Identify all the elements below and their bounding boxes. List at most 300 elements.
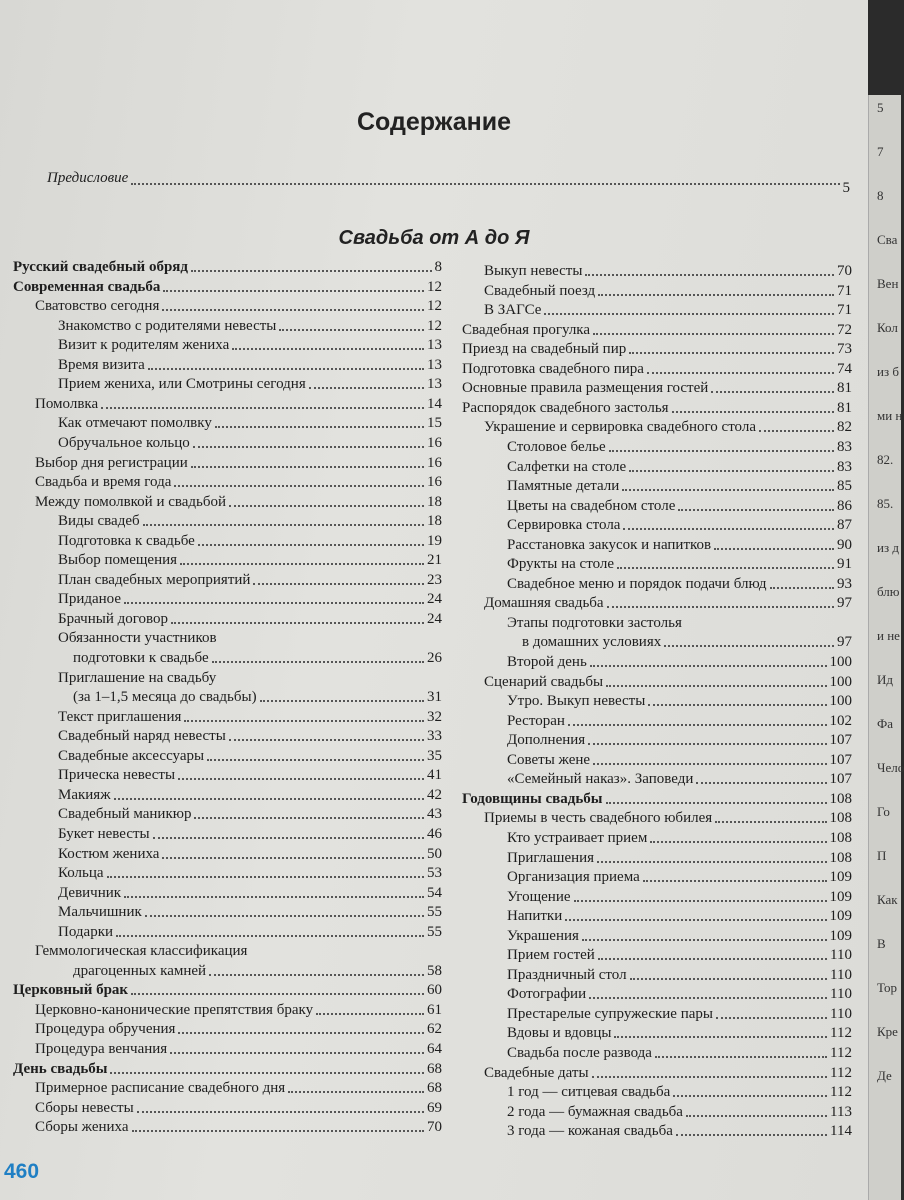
toc-entry[interactable]: [58, 863, 442, 882]
toc-entry[interactable]: [522, 632, 852, 651]
leader-dots: [568, 723, 827, 726]
leader-dots: [178, 1031, 424, 1034]
toc-entry-text: 2 года — бумажная свадьба: [507, 1103, 683, 1120]
toc-entry-page: 19: [427, 532, 442, 549]
toc-entry[interactable]: [507, 945, 852, 964]
leader-dots: [209, 973, 424, 976]
toc-entry-text: Виды свадеб: [58, 513, 140, 530]
toc-entry[interactable]: [507, 574, 852, 593]
toc-entry-page: 33: [427, 728, 442, 745]
leader-dots: [220, 642, 439, 643]
toc-entry[interactable]: [58, 550, 442, 569]
toc-entry[interactable]: [507, 1004, 852, 1023]
leader-dots: [607, 605, 834, 608]
leader-dots: [162, 308, 424, 311]
facing-page-fragment: блю: [877, 584, 900, 599]
leader-dots: [137, 1110, 424, 1113]
toc-entry[interactable]: [507, 848, 852, 867]
toc-entry-text: Прическа невесты: [58, 767, 176, 784]
toc-entry[interactable]: [58, 804, 442, 823]
toc-entry-page: 5: [842, 180, 850, 196]
leader-dots: [178, 777, 424, 780]
toc-entry-page: 110: [830, 986, 852, 1003]
toc-entry-text: Обручальное кольцо: [58, 434, 190, 451]
facing-page-fragment: 7: [877, 144, 884, 159]
leader-dots: [678, 508, 834, 511]
toc-entry-text: Костюм жениха: [58, 845, 160, 862]
toc-entry-page: 68: [427, 1060, 442, 1077]
leader-dots: [696, 781, 826, 784]
toc-entry[interactable]: [507, 965, 852, 984]
toc-entry-page: 21: [427, 552, 442, 569]
leader-dots: [171, 621, 424, 624]
facing-page-fragment: и не: [877, 628, 900, 643]
toc-entry-text: Расстановка закусок и напитков: [507, 536, 712, 553]
toc-entry[interactable]: [507, 554, 852, 573]
toc-entry-text: Столовое белье: [507, 438, 606, 455]
leader-dots: [212, 660, 424, 663]
toc-entry[interactable]: [58, 668, 442, 687]
toc-entry-text: Фотографии: [507, 986, 587, 1003]
leader-dots: [114, 797, 424, 800]
leader-dots: [630, 977, 827, 980]
toc-entry[interactable]: [35, 1117, 442, 1136]
toc-entry[interactable]: [507, 867, 852, 886]
leader-dots: [650, 840, 826, 843]
toc-entry-text: Кто устраивает прием: [507, 829, 648, 846]
toc-entry-text: Свадебная прогулка: [462, 321, 591, 338]
facing-page-fragment: из д: [877, 540, 899, 555]
toc-entry[interactable]: [462, 339, 852, 358]
leader-dots: [229, 504, 424, 507]
toc-entry-page: 35: [427, 747, 442, 764]
toc-entry-page: 81: [837, 380, 852, 397]
toc-entry[interactable]: [484, 281, 852, 300]
leader-dots: [145, 914, 424, 917]
toc-entry-page: 93: [837, 575, 852, 592]
toc-entry[interactable]: [35, 1039, 442, 1058]
toc-entry[interactable]: [73, 961, 442, 980]
toc-entry-text: Дополнения: [507, 732, 586, 749]
leader-dots: [232, 347, 424, 350]
leader-dots: [143, 523, 424, 526]
toc-entry[interactable]: [462, 320, 852, 339]
toc-entry[interactable]: [484, 261, 852, 280]
toc-entry[interactable]: [507, 1121, 852, 1140]
toc-entry-page: 71: [837, 282, 852, 299]
facing-page-fragment: Сва: [877, 232, 898, 247]
toc-entry-page: 86: [837, 497, 852, 514]
toc-entry-page: 107: [829, 771, 852, 788]
leader-dots: [672, 410, 834, 413]
leader-dots: [170, 1051, 424, 1054]
leader-dots: [191, 465, 424, 468]
toc-entry[interactable]: [507, 691, 852, 710]
toc-entry-page: 71: [837, 302, 852, 319]
toc-entry-page: 100: [829, 654, 852, 670]
toc-entry-page: 82: [837, 419, 852, 436]
toc-entry-page: 97: [837, 595, 852, 612]
page-number: 460: [4, 1160, 40, 1183]
toc-entry-text: Свадебный поезд: [484, 282, 596, 299]
leader-dots: [207, 758, 424, 761]
toc-entry-text: Сборы невесты: [35, 1099, 134, 1116]
toc-entry-text: Распорядок свадебного застолья: [462, 399, 669, 416]
toc-entry-text: Предисловие: [47, 170, 129, 186]
toc-entry[interactable]: [507, 457, 852, 476]
toc-entry-page: 53: [427, 865, 442, 882]
toc-entry[interactable]: [58, 707, 442, 726]
toc-entry-page: 90: [837, 536, 852, 553]
facing-page-fragment: Тор: [877, 980, 897, 995]
toc-entry-text: Подарки: [58, 923, 114, 940]
toc-entry[interactable]: [507, 984, 852, 1003]
toc-entry-page: 41: [427, 767, 442, 784]
toc-entry[interactable]: [484, 672, 852, 691]
toc-entry[interactable]: [507, 613, 852, 632]
toc-entry[interactable]: [507, 730, 852, 749]
leader-dots: [715, 820, 826, 823]
leader-dots: [598, 293, 834, 296]
toc-entry[interactable]: [35, 453, 442, 472]
toc-entry[interactable]: [58, 746, 442, 765]
toc-entry-page: 54: [427, 884, 442, 901]
leader-dots: [260, 699, 424, 702]
toc-entry-page: 24: [427, 610, 442, 627]
toc-entry-text: Знакомство с родителями невесты: [58, 317, 277, 334]
toc-entry-text: (за 1–1,5 месяца до свадьбы): [73, 689, 257, 706]
leader-dots: [279, 328, 424, 331]
toc-entry-page: 13: [427, 376, 442, 393]
toc-entry[interactable]: [507, 906, 852, 925]
toc-entry-text: Престарелые супружеские пары: [507, 1005, 713, 1022]
leader-dots: [643, 879, 827, 882]
leader-dots: [124, 895, 424, 898]
toc-entry-page: 43: [427, 806, 442, 823]
toc-entry-text: Салфетки на столе: [507, 458, 627, 475]
toc-entry-text: Праздничный стол: [507, 966, 627, 983]
toc-entry-page: 73: [837, 341, 852, 358]
leader-dots: [629, 351, 834, 354]
facing-page-fragment: 82.: [877, 452, 894, 467]
toc-entry-text: Церковно-канонические препятствия браку: [35, 1001, 314, 1018]
toc-entry-text: Геммологическая классификация: [35, 943, 248, 960]
toc-entry[interactable]: [58, 844, 442, 863]
toc-entry[interactable]: [58, 570, 442, 589]
toc-entry-page: 70: [427, 1119, 442, 1136]
leader-dots: [622, 488, 834, 491]
toc-entry-text: Годовщины свадьбы: [462, 790, 603, 807]
toc-entry[interactable]: [507, 437, 852, 456]
toc-entry-page: 74: [837, 360, 852, 377]
toc-entry[interactable]: [35, 394, 442, 413]
toc-entry-page: 109: [829, 888, 852, 905]
facing-page-fragment: 8: [877, 188, 884, 203]
toc-entry[interactable]: [35, 296, 442, 315]
leader-dots: [198, 543, 424, 546]
toc-entry-text: План свадебных мероприятий: [58, 571, 251, 588]
toc-entry-text: Свадьба и время года: [35, 474, 172, 491]
leader-dots: [673, 1094, 827, 1097]
toc-entry[interactable]: [58, 316, 442, 335]
toc-entry[interactable]: [58, 589, 442, 608]
toc-entry-text: Свадебные аксессуары: [58, 747, 205, 764]
leader-dots: [609, 449, 834, 452]
toc-entry[interactable]: [484, 1063, 852, 1082]
toc-entry-page: 109: [829, 908, 852, 925]
toc-entry-text: Процедура венчания: [35, 1041, 168, 1057]
toc-entry[interactable]: [507, 711, 852, 730]
toc-entry[interactable]: [58, 335, 442, 354]
toc-entry-page: 69: [427, 1099, 442, 1116]
toc-entry-page: 31: [427, 689, 442, 706]
toc-entry-page: 110: [830, 966, 852, 983]
toc-entry-text: драгоценных камней: [73, 962, 207, 979]
section-title: Свадьба от А до Я: [338, 227, 530, 249]
toc-entry[interactable]: [58, 355, 442, 374]
toc-entry[interactable]: [507, 1102, 852, 1121]
leader-dots: [759, 429, 834, 432]
toc-entry-text: Организация приема: [507, 869, 640, 886]
toc-entry-page: 58: [427, 962, 442, 979]
leader-dots: [714, 547, 834, 550]
toc-entry-text: Приглашение на свадьбу: [58, 669, 217, 686]
toc-entry[interactable]: [58, 374, 442, 393]
toc-entry-text: Прием жениха, или Смотрины сегодня: [58, 376, 306, 393]
toc-entry-page: 109: [829, 927, 852, 944]
facing-page-fragment: 85.: [877, 496, 894, 511]
toc-entry-page: 108: [829, 810, 852, 827]
toc-entry[interactable]: [58, 883, 442, 902]
toc-entry[interactable]: [462, 789, 852, 808]
toc-entry-preface[interactable]: [47, 170, 850, 196]
leader-dots: [606, 801, 827, 804]
toc-entry-page: 12: [427, 317, 442, 334]
leader-dots: [107, 875, 424, 878]
toc-entry-text: Сватовство сегодня: [35, 298, 160, 315]
toc-entry-text: Макияж: [58, 786, 111, 803]
toc-entry[interactable]: [58, 531, 442, 550]
leader-dots: [309, 386, 424, 389]
toc-entry[interactable]: [35, 1019, 442, 1038]
toc-entry-text: Кольца: [58, 865, 104, 882]
toc-entry-text: Прием гостей: [507, 947, 595, 964]
toc-entry[interactable]: [73, 687, 442, 706]
toc-entry-text: Вдовы и вдовцы: [507, 1025, 612, 1042]
toc-entry-text: Украшение и сервировка свадебного стола: [484, 419, 756, 436]
leader-dots: [676, 1133, 827, 1136]
facing-page-edge: [868, 95, 904, 1200]
toc-entry[interactable]: [58, 609, 442, 628]
toc-entry-page: 32: [427, 708, 442, 725]
toc-entry-page: 16: [427, 454, 442, 471]
leader-dots: [590, 664, 827, 667]
leader-dots: [597, 860, 826, 863]
toc-entry-page: 112: [830, 1045, 852, 1061]
toc-entry[interactable]: [462, 359, 852, 378]
toc-entry[interactable]: [507, 652, 852, 671]
toc-entry[interactable]: [58, 628, 442, 647]
toc-entry[interactable]: [13, 277, 442, 296]
toc-entry-text: Визит к родителям жениха: [58, 337, 230, 354]
toc-entry[interactable]: [507, 1082, 852, 1101]
toc-entry-page: 16: [427, 434, 442, 451]
toc-entry[interactable]: [35, 1000, 442, 1019]
toc-entry[interactable]: [13, 980, 442, 999]
toc-entry[interactable]: [13, 257, 442, 276]
toc-entry[interactable]: [58, 902, 442, 921]
leader-dots: [191, 269, 432, 272]
toc-entry-page: 50: [427, 845, 442, 862]
leader-dots: [585, 273, 834, 276]
toc-entry[interactable]: [507, 1043, 852, 1062]
toc-entry[interactable]: [507, 496, 852, 515]
toc-entry[interactable]: [484, 417, 852, 436]
toc-entry[interactable]: [58, 922, 442, 941]
toc-entry-text: в домашних условиях: [522, 634, 662, 651]
toc-entry[interactable]: [462, 398, 852, 417]
leader-dots: [686, 1114, 827, 1117]
leader-dots: [316, 1012, 424, 1015]
toc-entry[interactable]: [507, 515, 852, 534]
toc-entry-page: 62: [427, 1021, 442, 1038]
toc-entry[interactable]: [507, 828, 852, 847]
leader-dots: [174, 484, 424, 487]
toc-entry-text: Свадебное меню и порядок подачи блюд: [507, 575, 767, 592]
toc-entry-text: Мальчишник: [58, 904, 142, 921]
toc-entry-text: Приданое: [58, 591, 122, 608]
toc-entry[interactable]: [462, 378, 852, 397]
toc-entry-page: 108: [829, 829, 852, 846]
toc-entry[interactable]: [484, 593, 852, 612]
toc-entry-page: 110: [830, 1005, 852, 1022]
toc-entry[interactable]: [13, 1059, 442, 1078]
toc-entry-text: Сервировка стола: [507, 517, 621, 534]
toc-entry[interactable]: [507, 535, 852, 554]
toc-entry-text: Советы жене: [507, 751, 591, 768]
facing-page-fragment: Ид: [877, 672, 894, 687]
toc-entry-text: Современная свадьба: [13, 278, 161, 295]
toc-entry-text: Выбор помещения: [58, 552, 178, 569]
toc-entry[interactable]: [484, 300, 852, 319]
toc-entry[interactable]: [58, 726, 442, 745]
toc-entry-page: 81: [837, 399, 852, 416]
toc-entry-text: Украшения: [507, 927, 579, 944]
toc-entry[interactable]: [484, 808, 852, 827]
toc-entry-text: Второй день: [507, 654, 587, 670]
facing-page-fragment: Де: [877, 1068, 892, 1083]
toc-entry-page: 97: [837, 634, 852, 651]
toc-entry-text: Напитки: [507, 908, 563, 925]
toc-entry-page: 112: [830, 1064, 852, 1081]
toc-entry-page: 42: [427, 786, 442, 803]
leader-dots: [565, 918, 826, 921]
toc-entry[interactable]: [35, 941, 442, 960]
toc-entry[interactable]: [58, 785, 442, 804]
toc-entry-page: 112: [830, 1025, 852, 1042]
toc-entry-text: «Семейный наказ». Заповеди: [507, 771, 694, 788]
toc-entry-page: 64: [427, 1041, 442, 1057]
toc-entry-text: Примерное расписание свадебного дня: [35, 1080, 286, 1097]
leader-dots: [617, 566, 834, 569]
toc-entry[interactable]: [507, 1023, 852, 1042]
toc-entry[interactable]: [58, 824, 442, 843]
facing-page-fragment: Кре: [877, 1024, 898, 1039]
facing-page-fragment: Кол: [877, 320, 898, 335]
toc-entry-text: Подготовка свадебного пира: [462, 360, 644, 377]
toc-entry-text: Утро. Выкуп невесты: [507, 693, 646, 710]
toc-entry-page: 68: [427, 1080, 442, 1097]
leader-dots: [623, 527, 834, 530]
toc-entry[interactable]: [58, 413, 442, 432]
toc-entry[interactable]: [35, 1078, 442, 1097]
toc-entry-text: 1 год — ситцевая свадьба: [507, 1084, 671, 1101]
toc-entry-page: 13: [427, 356, 442, 373]
toc-entry-text: Текст приглашения: [58, 708, 182, 725]
facing-page-fragment: В: [877, 936, 886, 951]
toc-entry-page: 113: [830, 1103, 852, 1120]
toc-entry[interactable]: [507, 769, 852, 788]
toc-entry[interactable]: [507, 887, 852, 906]
toc-entry[interactable]: [58, 511, 442, 530]
toc-entry-page: 60: [427, 982, 442, 999]
toc-entry[interactable]: [35, 1098, 442, 1117]
toc-entry[interactable]: [507, 926, 852, 945]
toc-entry-page: 12: [427, 298, 442, 315]
leader-dots: [163, 289, 424, 292]
toc-entry-text: Фрукты на столе: [507, 556, 615, 573]
toc-entry-text: Обязанности участников: [58, 630, 217, 647]
toc-entry[interactable]: [507, 476, 852, 495]
leader-dots: [544, 312, 834, 315]
facing-page-fragment: П: [877, 848, 887, 863]
toc-entry[interactable]: [73, 648, 442, 667]
toc-entry-page: 16: [427, 474, 442, 491]
toc-entry[interactable]: [507, 750, 852, 769]
toc-entry[interactable]: [58, 433, 442, 452]
leader-dots: [598, 957, 827, 960]
toc-entry[interactable]: [35, 472, 442, 491]
leader-dots: [614, 1035, 827, 1038]
page-title: Содержание: [356, 108, 512, 136]
leader-dots: [648, 703, 826, 706]
toc-entry-text: Сценарий свадьбы: [484, 673, 604, 690]
leader-dots: [655, 1055, 827, 1058]
leader-dots: [229, 738, 424, 741]
leader-dots: [606, 684, 826, 687]
toc-entry-page: 55: [427, 923, 442, 940]
toc-entry-page: 72: [837, 321, 852, 338]
toc-entry[interactable]: [58, 765, 442, 784]
leader-dots: [592, 1075, 828, 1078]
toc-entry-page: 83: [837, 458, 852, 475]
toc-entry-text: Свадьба после развода: [507, 1045, 652, 1061]
toc-entry-text: Приемы в честь свадебного юбилея: [484, 810, 713, 827]
toc-entry-text: Основные правила размещения гостей: [462, 380, 709, 397]
toc-entry-page: 18: [427, 493, 442, 510]
facing-page-fragment: Как: [877, 892, 898, 907]
leader-dots: [716, 1016, 827, 1019]
leader-dots: [153, 836, 424, 839]
toc-entry-page: 112: [830, 1084, 852, 1101]
toc-entry[interactable]: [35, 492, 442, 511]
toc-entry-page: 61: [427, 1001, 442, 1018]
toc-entry-text: Русский свадебный обряд: [13, 259, 188, 275]
toc-entry-text: Подготовка к свадьбе: [58, 532, 195, 549]
leader-dots: [215, 425, 424, 428]
leader-dots: [685, 627, 849, 628]
facing-page-fragment: Го: [877, 804, 890, 819]
